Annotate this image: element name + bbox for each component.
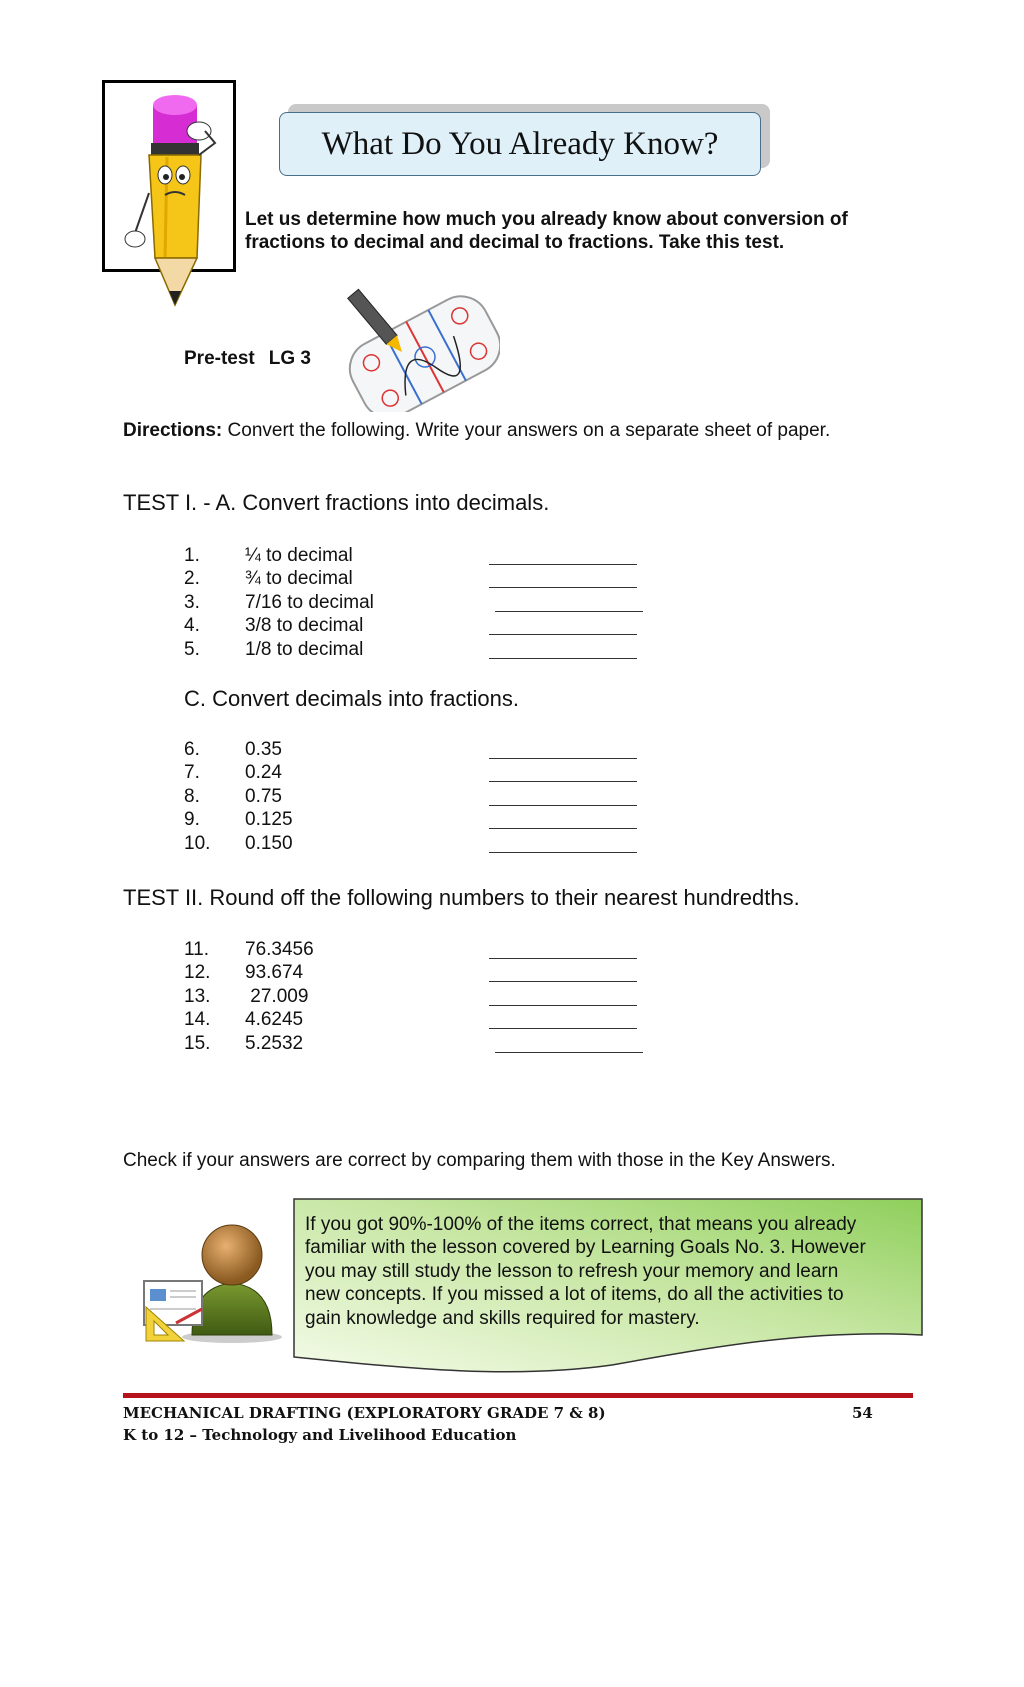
page-number: 54 — [852, 1404, 873, 1422]
pencil-mascot-icon — [105, 83, 233, 313]
list-item — [184, 544, 664, 567]
answer-blank — [489, 987, 637, 1006]
answer-blank — [495, 593, 643, 612]
item-text: ¾ to decimal — [245, 568, 353, 590]
footer-program: K to 12 – Technology and Livelihood Education — [123, 1426, 517, 1444]
item-number: 1. — [184, 545, 200, 566]
test2-items — [184, 938, 664, 1055]
item-number: 7. — [184, 762, 200, 784]
test1-items — [184, 544, 664, 661]
item-text: 0.150 — [245, 832, 293, 854]
section-c-items — [184, 738, 664, 855]
note-line: new concepts. If you missed a lot of items, do all the activities to — [305, 1284, 844, 1306]
item-text: 93.674 — [245, 962, 304, 984]
answer-blank — [489, 834, 637, 853]
directions-text: Convert the following. Write your answers on a separate sheet of paper. — [222, 420, 831, 441]
check-answers-text: Check if your answers are correct by comparing them with those in the Key Answers. — [123, 1150, 836, 1171]
item-number: 9. — [184, 809, 200, 831]
item-text: 1/8 to decimal — [245, 638, 364, 660]
answer-blank — [489, 763, 637, 782]
list-item — [184, 808, 664, 831]
intro-line-1: Let us determine how much you already know about conversion of — [245, 209, 848, 230]
answer-blank — [489, 810, 637, 829]
item-number: 12. — [184, 962, 211, 984]
answer-blank — [489, 1010, 637, 1029]
intro-paragraph — [245, 208, 925, 254]
page-title: What Do You Already Know? — [321, 125, 719, 162]
note-line: familiar with the lesson covered by Learning Goals No. 3. However — [305, 1237, 866, 1259]
item-text: 0.125 — [245, 809, 293, 831]
pretest-text: Pre-test — [184, 348, 255, 369]
item-text: 4.6245 — [245, 1009, 304, 1031]
hockey-rink-drawing-icon — [330, 262, 500, 412]
list-item — [184, 1008, 664, 1031]
pencil-mascot-frame — [102, 80, 236, 272]
item-number: 10. — [184, 832, 211, 854]
list-item — [184, 638, 664, 661]
answer-blank — [489, 640, 637, 659]
title-banner — [279, 112, 761, 176]
test1-heading: TEST I. - A. Convert fractions into decimals. — [123, 490, 550, 515]
list-item — [184, 567, 664, 590]
item-text: 5.2532 — [245, 1032, 304, 1054]
test2-heading: TEST II. Round off the following numbers to their nearest hundredths. — [123, 885, 800, 910]
answer-blank — [489, 616, 637, 635]
item-number: 6. — [184, 739, 200, 760]
list-item — [184, 738, 664, 761]
pretest-label — [184, 348, 311, 370]
item-number: 11. — [184, 939, 210, 960]
answer-blank — [489, 740, 637, 759]
directions-label: Directions: — [123, 420, 223, 441]
answer-blank — [495, 1034, 643, 1053]
item-number: 15. — [184, 1032, 211, 1054]
item-text: 0.24 — [245, 762, 282, 784]
learning-goal-label: LG 3 — [268, 348, 311, 369]
item-number: 5. — [184, 638, 200, 660]
answer-blank — [489, 546, 637, 565]
item-text: 0.35 — [245, 739, 282, 760]
item-text: 27.009 — [245, 985, 309, 1007]
item-text: 0.75 — [245, 785, 282, 807]
item-number: 8. — [184, 785, 200, 807]
note-line: If you got 90%-100% of the items correct, that means you already — [305, 1214, 857, 1235]
list-item — [184, 614, 664, 637]
note-line: you may still study the lesson to refresh your memory and learn — [305, 1260, 839, 1282]
list-item — [184, 785, 664, 808]
item-number: 2. — [184, 568, 200, 590]
item-text: ¼ to decimal — [245, 545, 353, 566]
item-text: 7/16 to decimal — [245, 591, 374, 613]
item-number: 4. — [184, 615, 200, 637]
answer-blank — [489, 569, 637, 588]
answer-blank — [489, 940, 637, 959]
item-text: 3/8 to decimal — [245, 615, 364, 637]
list-item — [184, 832, 664, 855]
list-item — [184, 938, 664, 961]
item-text: 76.3456 — [245, 939, 314, 960]
item-number: 3. — [184, 591, 200, 613]
list-item — [184, 1032, 664, 1055]
directions — [123, 420, 830, 442]
note-text — [305, 1213, 910, 1330]
item-number: 13. — [184, 985, 211, 1007]
note-line: gain knowledge and skills required for mastery. — [305, 1307, 700, 1329]
footer-course-title: MECHANICAL DRAFTING (EXPLORATORY GRADE 7 & 8) — [123, 1404, 606, 1422]
footer-rule — [123, 1393, 913, 1398]
list-item — [184, 761, 664, 784]
teacher-presentation-icon — [140, 1215, 288, 1345]
intro-line-2: fractions to decimal and decimal to fractions. Take this test. — [245, 232, 785, 253]
list-item — [184, 985, 664, 1008]
item-number: 14. — [184, 1009, 211, 1031]
list-item — [184, 591, 664, 614]
list-item — [184, 961, 664, 984]
answer-blank — [489, 787, 637, 806]
answer-blank — [489, 963, 637, 982]
section-c-heading: C. Convert decimals into fractions. — [184, 686, 520, 711]
